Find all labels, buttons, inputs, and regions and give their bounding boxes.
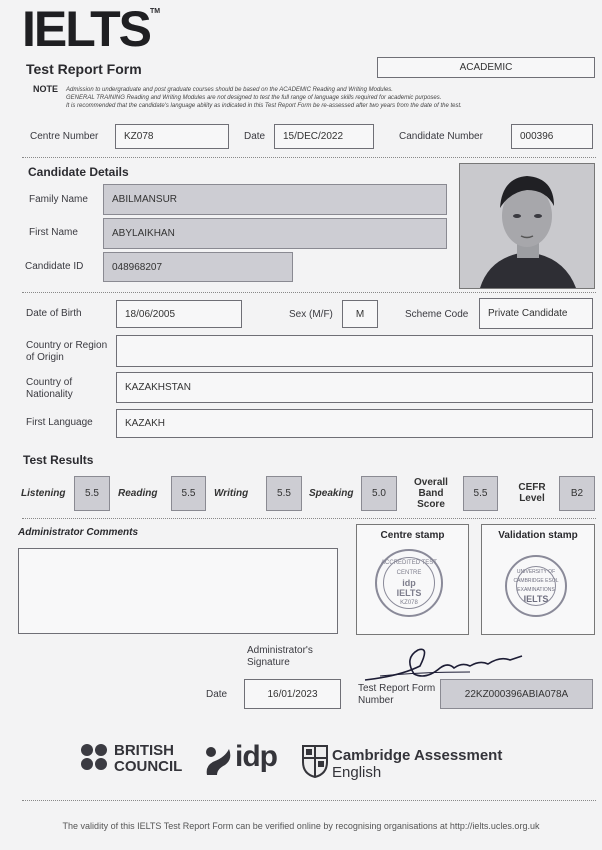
note-text bbox=[66, 86, 586, 110]
validation-stamp-label: Validation stamp bbox=[498, 530, 578, 541]
country-origin-label-line1: Country or Region bbox=[26, 340, 108, 351]
cefr-label bbox=[512, 482, 552, 504]
note-line-1: Admission to undergraduate and post graduate courses should be based on the ACADEMIC Reading and Writing Modules. bbox=[66, 87, 393, 93]
footer-validity-note: The validity of this IELTS Test Report Form can be verified online by recognising organisations at http://ielts.ucles.org.uk bbox=[62, 821, 540, 831]
divider bbox=[22, 800, 596, 801]
divider bbox=[22, 292, 596, 293]
country-origin-label-line2: of Origin bbox=[26, 352, 64, 363]
trf-number-label-line2: Number bbox=[358, 695, 394, 706]
scheme-code-label: Scheme Code bbox=[405, 309, 469, 320]
idp-logo: idp bbox=[235, 740, 277, 773]
first-name-field: ABYLAIKHAN bbox=[103, 218, 447, 249]
portrait-image bbox=[460, 164, 594, 288]
module-field: ACADEMIC bbox=[377, 57, 595, 78]
british-council-icon bbox=[80, 743, 110, 775]
overall-label-line2: Band bbox=[418, 488, 444, 499]
centre-stamp-ielts: IELTS bbox=[396, 588, 422, 598]
validation-stamp-box bbox=[481, 524, 595, 635]
cefr-level: B2 bbox=[559, 476, 595, 511]
nationality-label-line2: Nationality bbox=[26, 389, 73, 400]
nationality-field: KAZAKHSTAN bbox=[116, 372, 593, 403]
speaking-score: 5.0 bbox=[361, 476, 397, 511]
idp-icon bbox=[203, 745, 233, 777]
british-council-line2: COUNCIL bbox=[114, 758, 183, 775]
candidate-id-field: 048968207 bbox=[103, 252, 293, 282]
country-origin-label bbox=[26, 340, 107, 364]
validation-stamp-ring-text: UNIVERSITY OF CAMBRIDGE ESOL EXAMINATIONS bbox=[513, 569, 559, 593]
trf-number-label bbox=[358, 683, 435, 707]
family-name-label: Family Name bbox=[29, 194, 88, 205]
country-origin-field bbox=[116, 335, 593, 367]
candidate-id-label: Candidate ID bbox=[25, 261, 84, 272]
candidate-number-field: 000396 bbox=[511, 124, 593, 149]
validation-stamp-seal bbox=[505, 555, 567, 617]
dob-label: Date of Birth bbox=[26, 308, 82, 319]
overall-label bbox=[409, 477, 453, 510]
speaking-label: Speaking bbox=[309, 488, 354, 499]
cambridge-line2: English bbox=[332, 764, 382, 781]
date-label: Date bbox=[244, 131, 266, 142]
test-results-title: Test Results bbox=[23, 453, 94, 467]
cambridge-shield-icon bbox=[301, 744, 329, 778]
dob-field: 18/06/2005 bbox=[116, 300, 242, 328]
cambridge-logo bbox=[332, 747, 502, 781]
cambridge-line1: Cambridge Assessment bbox=[332, 747, 503, 764]
note-line-2: GENERAL TRAINING Reading and Writing Modules are not designed to test the full range of language skills required for academic purposes. bbox=[66, 95, 442, 101]
first-language-label: First Language bbox=[26, 417, 93, 428]
sex-label: Sex (M/F) bbox=[289, 309, 333, 320]
candidate-details-title: Candidate Details bbox=[28, 165, 129, 179]
overall-label-line1: Overall bbox=[414, 477, 448, 488]
trf-number-field: 22KZ000396ABIA078A bbox=[440, 679, 593, 709]
admin-comments-box bbox=[18, 548, 338, 634]
centre-stamp-seal bbox=[375, 549, 443, 617]
centre-stamp-label: Centre stamp bbox=[380, 530, 445, 541]
centre-stamp-ring-text: ACCREDITED TEST CENTRE bbox=[381, 560, 437, 576]
centre-stamp-code: KZ078 bbox=[400, 600, 418, 606]
admin-date-field: 16/01/2023 bbox=[244, 679, 341, 709]
listening-score: 5.5 bbox=[74, 476, 110, 511]
centre-stamp-box bbox=[356, 524, 469, 635]
first-language-field: KAZAKH bbox=[116, 409, 593, 438]
centre-stamp-idp: idp bbox=[402, 578, 416, 588]
first-name-label: First Name bbox=[29, 227, 78, 238]
trf-number-label-line1: Test Report Form bbox=[358, 683, 436, 694]
centre-number-label: Centre Number bbox=[30, 131, 99, 142]
reading-score: 5.5 bbox=[171, 476, 206, 511]
signature-label bbox=[247, 645, 313, 669]
listening-label: Listening bbox=[21, 488, 66, 499]
nationality-label bbox=[26, 377, 73, 401]
scheme-code-field: Private Candidate bbox=[479, 298, 593, 329]
admin-date-label: Date bbox=[206, 689, 228, 700]
nationality-label-line1: Country of bbox=[26, 377, 73, 388]
divider bbox=[22, 518, 596, 519]
signature-label-line2: Signature bbox=[247, 657, 290, 668]
cefr-label-line1: CEFR bbox=[518, 482, 546, 493]
overall-label-line3: Score bbox=[417, 499, 445, 510]
candidate-photo bbox=[459, 163, 595, 289]
writing-label: Writing bbox=[214, 488, 249, 499]
british-council-logo bbox=[114, 743, 182, 775]
divider bbox=[22, 157, 596, 158]
sex-field: M bbox=[342, 300, 378, 328]
admin-comments-label: Administrator Comments bbox=[18, 527, 139, 538]
ielts-logo: IELTS bbox=[22, 1, 150, 57]
cefr-label-line2: Level bbox=[519, 493, 545, 504]
note-label: NOTE bbox=[33, 84, 59, 94]
form-title: Test Report Form bbox=[26, 61, 142, 77]
note-line-3: It is recommended that the candidate's language ability as indicated in this Test Report Form be re-assessed after two years from the date of the test. bbox=[66, 103, 462, 109]
writing-score: 5.5 bbox=[266, 476, 302, 511]
family-name-field: ABILMANSUR bbox=[103, 184, 447, 215]
test-date-field: 15/DEC/2022 bbox=[274, 124, 374, 149]
signature-label-line1: Administrator's bbox=[247, 645, 313, 656]
centre-number-field: KZ078 bbox=[115, 124, 229, 149]
trademark-mark: TM bbox=[150, 8, 161, 15]
candidate-number-label: Candidate Number bbox=[399, 131, 483, 142]
overall-score: 5.5 bbox=[463, 476, 498, 511]
british-council-line1: BRITISH bbox=[114, 742, 174, 759]
validation-stamp-ielts: IELTS bbox=[523, 594, 549, 604]
reading-label: Reading bbox=[118, 488, 158, 499]
